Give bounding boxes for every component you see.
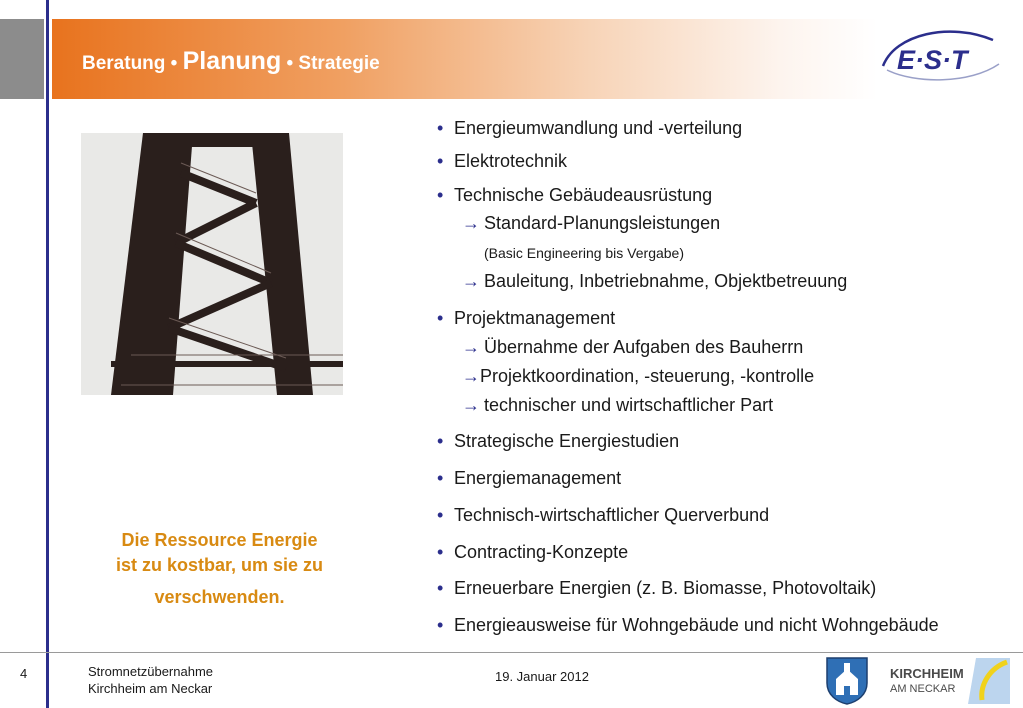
slide-title [82, 47, 380, 76]
bullet-dot-icon: • [437, 308, 444, 328]
quote-line-2: ist zu kostbar, um sie zu [115, 555, 324, 575]
bullet-item [437, 542, 628, 563]
quote-line-1: Die Ressource Energie [121, 530, 318, 550]
arrow-right-icon: → [462, 395, 480, 415]
energy-quote [87, 528, 352, 610]
vertical-divider-line [46, 0, 49, 708]
title-part-planung: Planung [182, 47, 282, 75]
bullet-text: Erneuerbare Energien (z. B. Biomasse, Photovoltaik) [454, 578, 877, 598]
bullet-dot-icon: • [437, 615, 444, 635]
bullet-text: Energieumwandlung und -verteilung [454, 118, 743, 138]
est-logo [875, 26, 1005, 86]
bullet-text: Technisch-wirtschaftlicher Querverbund [454, 505, 770, 525]
sub-item-text: Projektkoordination, -steuerung, -kontrolle [480, 366, 815, 386]
bullet-dot-icon: • [437, 542, 444, 562]
bullet-text: Technische Gebäudeausrüstung [454, 185, 713, 205]
sub-item-text: technischer und wirtschaftlicher Part [484, 395, 774, 415]
kirchheim-logo [886, 656, 1012, 706]
sub-item-text: Übernahme der Aufgaben des Bauherrn [484, 337, 804, 357]
bullet-item [437, 185, 712, 206]
footer-date: 19. Januar 2012 [495, 669, 589, 684]
bullet-text: Projektmanagement [454, 308, 616, 328]
est-logo-text: E·S·T [897, 45, 968, 75]
bullet-text: Strategische Energiestudien [454, 431, 680, 451]
sub-item [462, 337, 803, 358]
sub-item [462, 395, 773, 416]
bullet-item [437, 615, 939, 636]
bullet-dot-icon: • [437, 431, 444, 451]
kirchheim-logo-line-1: KIRCHHEIM [890, 666, 964, 681]
footer-project [88, 663, 213, 697]
arrow-right-icon: → [462, 337, 480, 357]
bullet-text: Elektrotechnik [454, 151, 568, 171]
quote-line-3: verschwenden. [154, 587, 285, 607]
bullet-item [437, 468, 621, 489]
bullet-dot-icon: • [437, 151, 444, 171]
sub-item-note: (Basic Engineering bis Vergabe) [484, 245, 685, 261]
bullet-item [437, 505, 769, 526]
page-number: 4 [20, 666, 28, 681]
title-part-beratung: Beratung • [82, 53, 183, 74]
footer-line-1: Stromnetzübernahme [88, 664, 214, 679]
bullet-dot-icon: • [437, 505, 444, 525]
bullet-dot-icon: • [437, 468, 444, 488]
bullet-text: Contracting-Konzepte [454, 542, 629, 562]
town-crest-icon [822, 655, 872, 705]
sub-item-text: Standard-Planungsleistungen [484, 213, 721, 233]
bullet-item [437, 431, 679, 452]
sub-item [462, 366, 814, 387]
arrow-right-icon: → [462, 366, 480, 386]
bullet-dot-icon: • [437, 185, 444, 205]
arrow-right-icon: → [462, 213, 480, 233]
footer-divider [0, 652, 1023, 653]
bullet-dot-icon: • [437, 118, 444, 138]
footer-line-2: Kirchheim am Neckar [88, 681, 213, 696]
bullet-dot-icon: • [437, 578, 444, 598]
bullet-item [437, 578, 876, 599]
kirchheim-logo-line-2: AM NECKAR [890, 683, 956, 695]
bullet-text: Energiemanagement [454, 468, 622, 488]
sub-item-text: Bauleitung, Inbetriebnahme, Objektbetreuung [484, 271, 848, 291]
sub-item [462, 271, 847, 292]
title-part-strategie: • Strategie [281, 53, 380, 74]
staircase-photo [81, 133, 343, 395]
arrow-right-icon: → [462, 271, 480, 291]
bullet-item [437, 151, 567, 172]
sub-item [462, 213, 720, 234]
bullet-text: Energieausweise für Wohngebäude und nicht Wohngebäude [454, 615, 939, 635]
bullet-item [437, 118, 742, 139]
bullet-item [437, 308, 615, 329]
left-gray-block [0, 19, 44, 99]
